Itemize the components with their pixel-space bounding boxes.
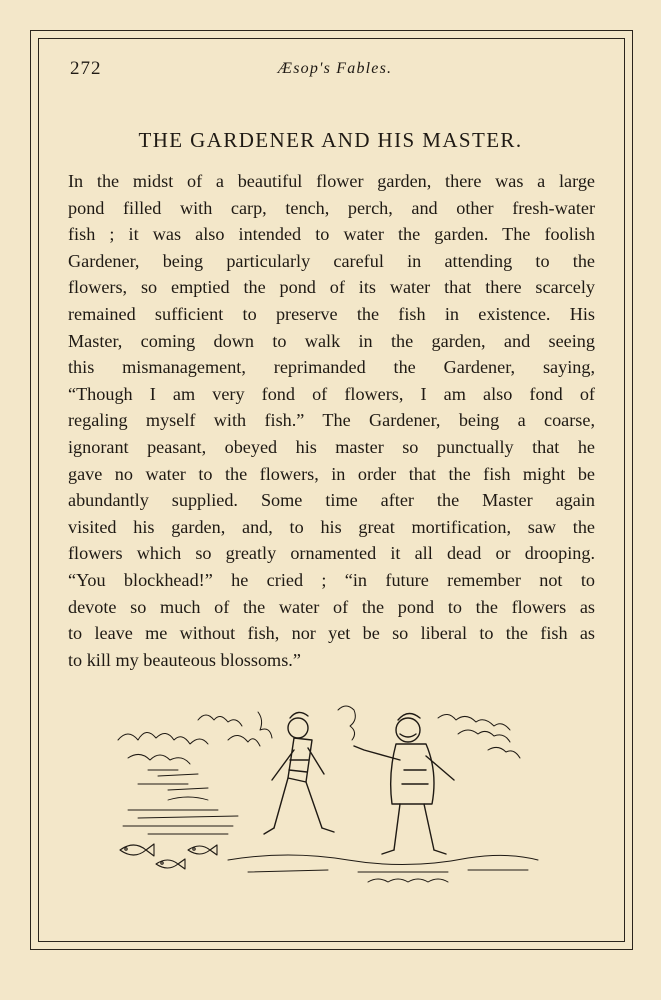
body-line: devote so much of the water of the pond to the flowers as: [68, 596, 595, 617]
master-figure: [354, 713, 454, 854]
body-line: gave no water to the flowers, in order that the fish might be: [68, 463, 595, 484]
body-line: flowers, so emptied the pond of its water that there scarcely: [68, 277, 595, 298]
body-line: In the midst of a beautiful flower garden, there was a large: [68, 171, 595, 191]
page-number: 272: [70, 58, 102, 79]
gardener-figure: [264, 712, 334, 834]
body-line: flowers which so greatly ornamented it all dead or drooping.: [68, 543, 595, 564]
pond-lines: [123, 797, 238, 834]
body-line: to leave me without fish, nor yet be so liberal to the fish as: [68, 623, 595, 644]
body-line: fish ; it was also intended to water the garden. The foolish: [68, 224, 595, 245]
fable-title: THE GARDENER AND HIS MASTER.: [138, 128, 523, 152]
running-head: Æsop's Fables.: [277, 60, 393, 77]
body-line: to kill my beauteous blossoms.”: [68, 649, 301, 670]
body-line: abundantly supplied. Some time after the Master again: [68, 490, 595, 511]
body-line: “You blockhead!” he cried ; “in future remember not to: [68, 569, 595, 590]
body-line: this mismanagement, reprimanded the Gardener, saying,: [68, 357, 595, 378]
page-header: [70, 54, 600, 84]
body-line: Master, coming down to walk in the garden, and seeing: [68, 330, 595, 351]
body-line: pond filled with carp, tench, perch, and other fresh-water: [68, 197, 595, 218]
ground-lines: [228, 855, 538, 882]
body-line: ignorant peasant, obeyed his master so punctually that he: [68, 436, 595, 457]
body-line: remained sufficient to preserve the fish in existence. His: [68, 303, 595, 324]
engraving-illustration: [108, 700, 548, 900]
body-line: regaling myself with fish.” The Gardener, being a coarse,: [68, 410, 595, 431]
fable-body: [68, 168, 595, 673]
body-line: visited his garden, and, to his great mortification, saw the: [68, 516, 595, 537]
background-foliage: [118, 706, 520, 790]
body-line: “Though I am very fond of flowers, I am also fond of: [68, 383, 595, 404]
fish-figures: [120, 844, 217, 869]
body-line: Gardener, being particularly careful in attending to the: [68, 250, 595, 271]
